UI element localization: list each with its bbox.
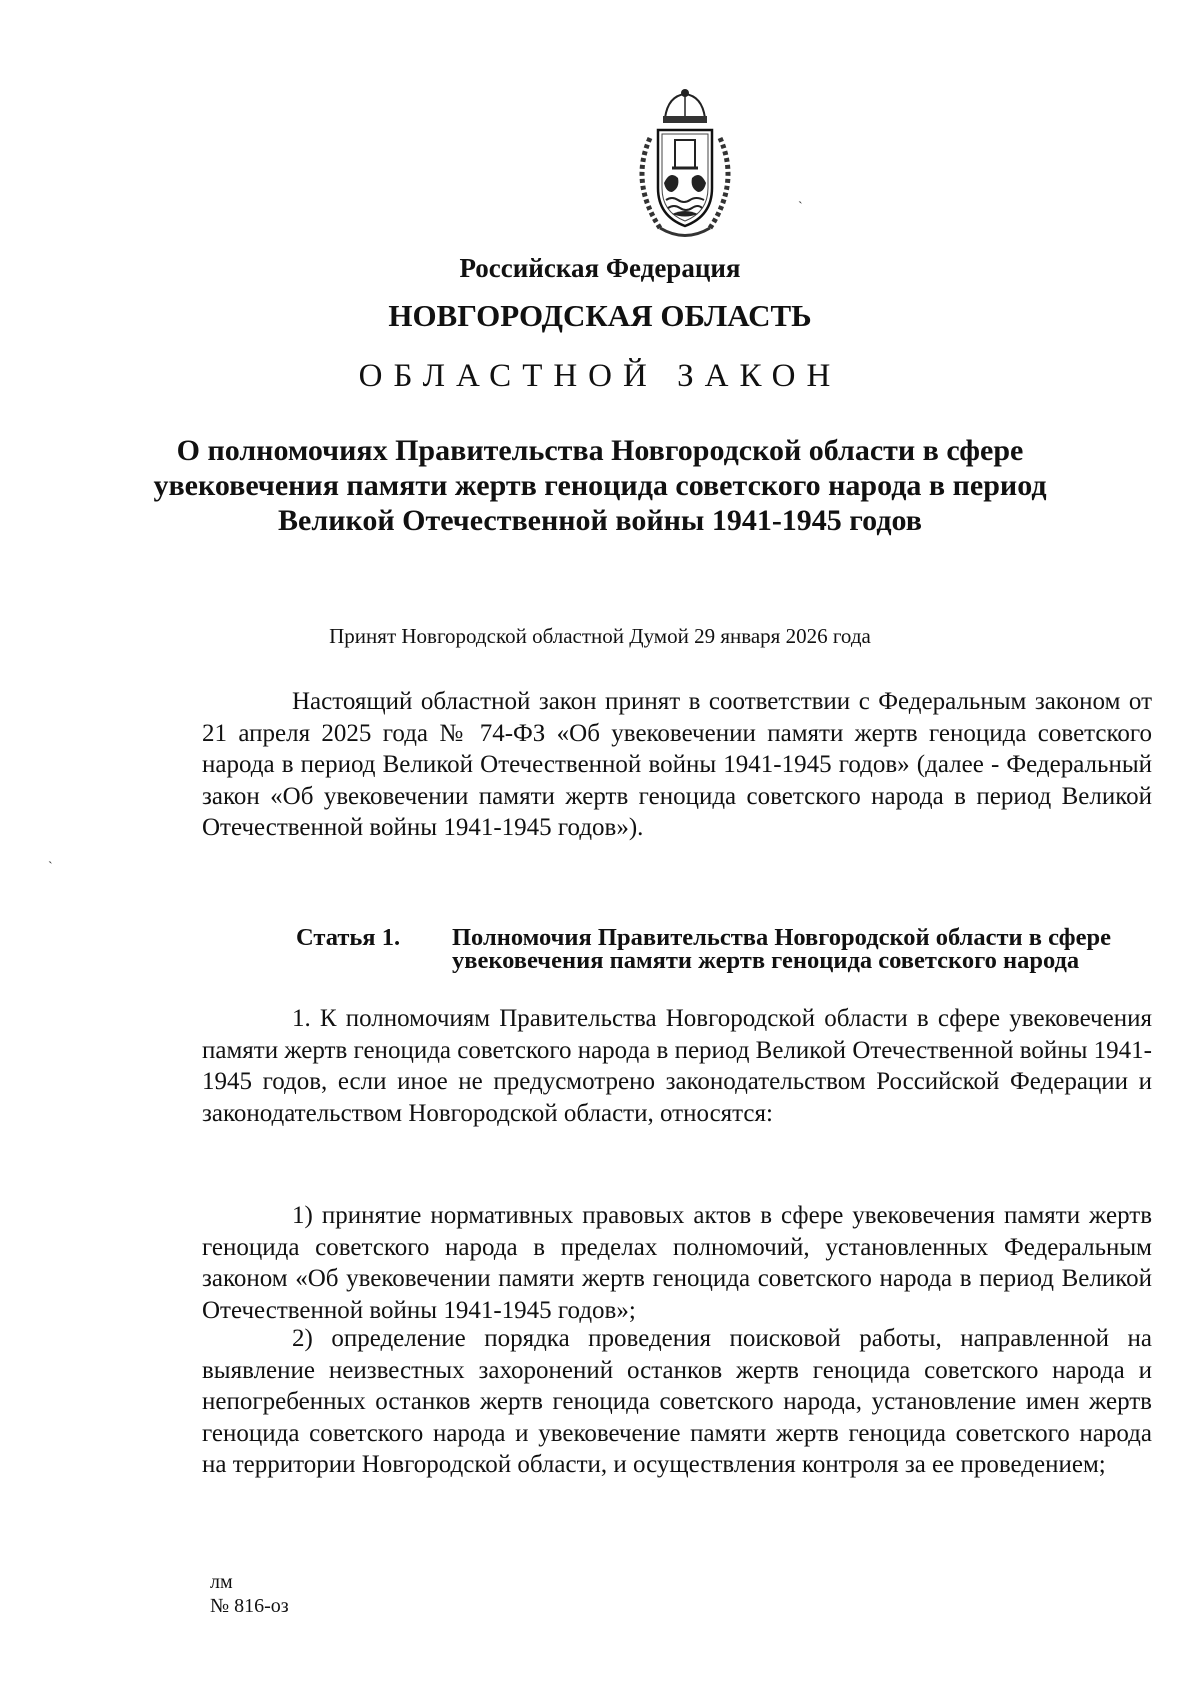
country-name: Российская Федерация bbox=[459, 253, 741, 283]
list-item: 2) определение порядка проведения поисковой работы, направленной на выявление неизвестных захоронений останков жертв геноцида советского народа и непогребенных останков жертв геноцида советского народа, установление имен жертв геноцида советского народа и увековечение памяти жертв геноцида советского народа на территории Новгородской области, и осуществления контроля за ее проведением; bbox=[202, 1325, 1152, 1478]
adoption-note: Принят Новгородской областной Думой 29 января 2026 года bbox=[329, 624, 871, 648]
footer-law-number: № 816-оз bbox=[210, 1595, 289, 1617]
document-type: ОБЛАСТНОЙ ЗАКОН bbox=[358, 358, 842, 394]
article-title: Полномочия Правительства Новгородской области в сфере увековечения памяти жертв геноцида советского народа bbox=[452, 924, 1112, 974]
law-title: О полномочиях Правительства Новгородской области в сфере увековечения памяти жертв геноцида советского народа в период Великой Отечественной войны 1941-1945 годов bbox=[153, 434, 1047, 537]
scan-speck: ` bbox=[798, 200, 803, 215]
region-name: НОВГОРОДСКАЯ ОБЛАСТЬ bbox=[388, 298, 812, 333]
article-number: Статья 1. bbox=[296, 924, 401, 951]
novgorod-coat-of-arms-icon bbox=[620, 88, 750, 246]
scan-speck: ` bbox=[48, 860, 53, 875]
document-footer bbox=[210, 1570, 289, 1618]
footer-initials: лм bbox=[210, 1571, 233, 1593]
intro-paragraph: Настоящий областной закон принят в соответствии с Федеральным законом от 21 апреля 2025 года № 74-ФЗ «Об увековечении памяти жертв геноцида советского народа в период Великой Отечественной войны 1941-1945 годов» (далее - Федеральный закон «Об увековечении памяти жертв геноцида советского народа в период Великой Отечественной войны 1941-1945 годов»). bbox=[202, 688, 1152, 841]
list-item: 1) принятие нормативных правовых актов в сфере увековечения памяти жертв геноцида советского народа в пределах полномочий, установленных Федеральным законом «Об увековечении памяти жертв геноцида советского народа в период Великой Отечественной войны 1941-1945 годов»; bbox=[202, 1202, 1152, 1324]
article-paragraph: 1. К полномочиям Правительства Новгородской области в сфере увековечения памяти жертв геноцида советского народа в период Великой Отечественной войны 1941-1945 годов, если иное не предусмотрено законодательством Российской Федерации и законодательством Новгородской области, относятся: bbox=[202, 1005, 1152, 1127]
